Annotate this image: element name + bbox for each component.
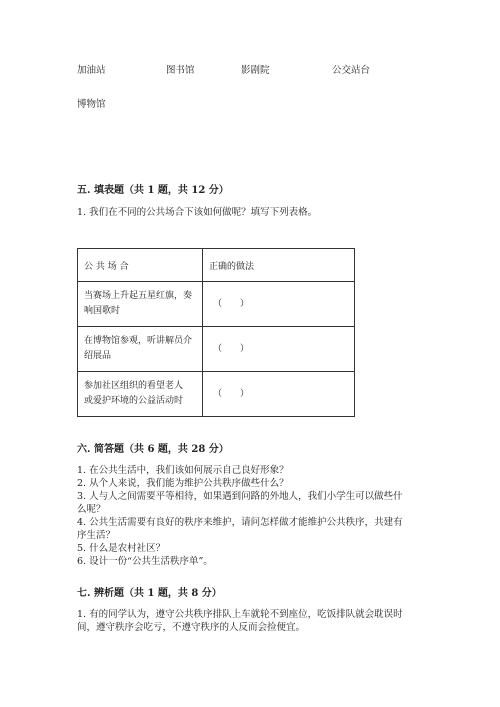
table-cell-answer[interactable]: （ ） (203, 282, 355, 327)
table-cell-answer[interactable]: （ ） (203, 327, 355, 372)
table-cell-place (78, 372, 203, 417)
place-line: 当赛场上升起五星红旗，奏 (84, 291, 193, 301)
place-item: 公交站台 (332, 65, 371, 76)
section7-heading: 七. 辨析题（共 1 题，共 8 分） (77, 588, 222, 599)
table-header-answer: 正确的做法 (203, 249, 355, 282)
section6-question-list (77, 464, 437, 568)
question-line: 2. 从个人来说，我们能为维护公共秩序做些什么？ (77, 478, 289, 489)
question-line: 1. 在公共生活中，我们该如何展示自己良好形象？ (77, 465, 289, 476)
question-line: 4. 公共生活需要有良好的秩序来维护，请问怎样做才能维护公共秩序，共建有 (77, 517, 403, 528)
place-item: 图书馆 (166, 65, 195, 76)
table-row (78, 327, 355, 372)
places-row-2 (0, 96, 500, 110)
place-line: 响国歌时 (84, 306, 121, 316)
place-line: 或爱护环境的公益活动时 (84, 396, 184, 406)
places-row-1 (0, 62, 500, 76)
place-item: 博物馆 (77, 99, 106, 110)
section5-heading: 五. 填表题（共 1 题，共 12 分） (77, 185, 229, 196)
section7-question (77, 608, 437, 634)
question-line: 3. 人与人之间需要平等相待，如果遇到问路的外地人，我们小学生可以做些什 (77, 491, 403, 502)
table-cell-place (78, 327, 203, 372)
question-line: 间，遵守秩序会吃亏，不遵守秩序的人反而会捡便宜。 (77, 622, 306, 633)
table-header-place: 公 共 场 合 (78, 249, 203, 282)
place-line: 在博物馆参观，听讲解员介 (84, 336, 193, 346)
question-line: 1. 有的同学认为，遵守公共秩序排队上车就轮不到座位，吃饭排队就会耽误时 (77, 609, 403, 620)
table-row (78, 282, 355, 327)
place-line: 绍展品 (84, 351, 112, 361)
place-line: 参加社区组织的看望老人 (84, 381, 184, 391)
table-header-row (78, 249, 355, 282)
table-row (78, 372, 355, 417)
etiquette-table (77, 248, 355, 417)
question-line: 么呢？ (77, 504, 106, 515)
question-line: 5. 什么是农村社区？ (77, 543, 166, 554)
place-item: 加油站 (77, 65, 106, 76)
question-line: 6. 设计一份“公共生活秩序单”。 (77, 556, 213, 567)
table-cell-answer[interactable]: （ ） (203, 372, 355, 417)
section5-question: 1. 我们在不同的公共场合下该如何做呢？填写下列表格。 (77, 207, 318, 218)
section6-heading: 六. 简答题（共 6 题，共 28 分） (77, 444, 229, 455)
table-cell-place (78, 282, 203, 327)
question-line: 序生活？ (77, 530, 116, 541)
place-item: 影剧院 (241, 65, 270, 76)
